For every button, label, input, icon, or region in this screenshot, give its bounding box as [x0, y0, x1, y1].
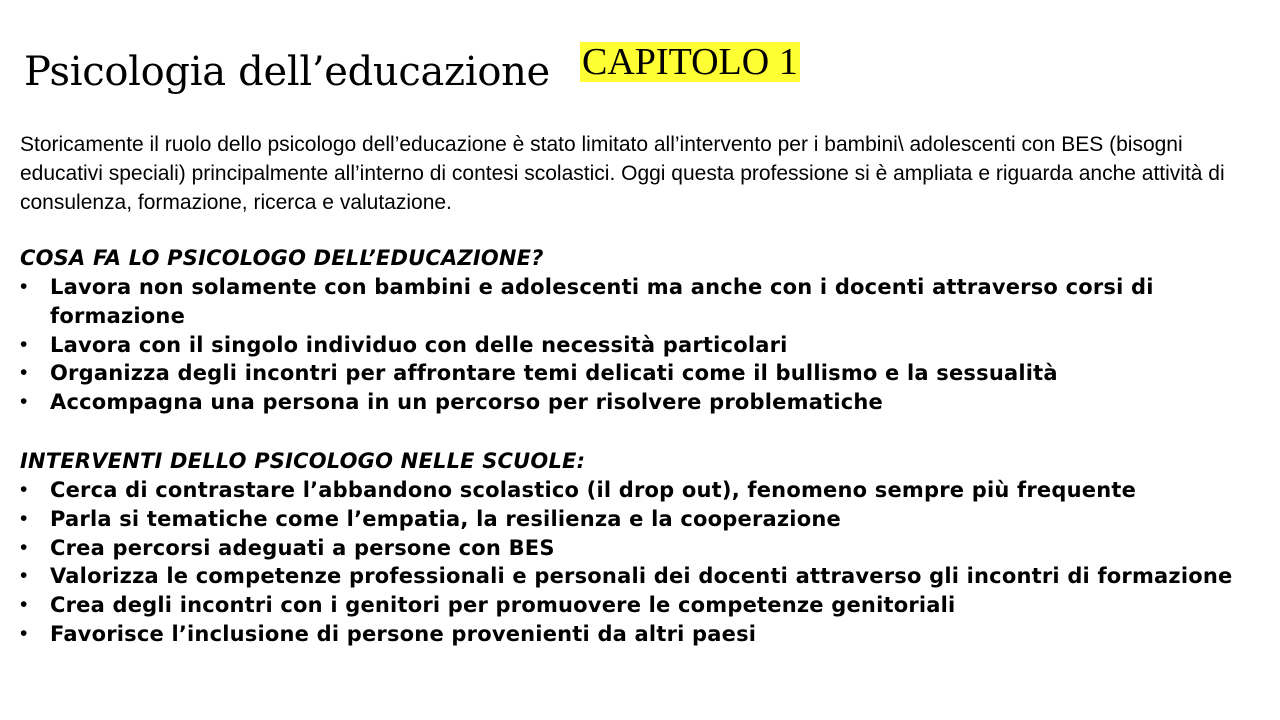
list-item-text: Lavora non solamente con bambini e adolescenti ma anche con i docenti attraverso corsi di formazione — [50, 275, 1154, 328]
bullet-icon: • — [20, 275, 28, 298]
list-item-text: Lavora con il singolo individuo con delle necessità particolari — [50, 332, 788, 357]
bullet-icon: • — [20, 390, 28, 414]
list-item-text: Cerca di contrastare l’abbandono scolastico (il drop out), fenomeno sempre più frequente — [50, 478, 1137, 502]
section-heading: COSA FA LO PSICOLOGO DELL’EDUCAZIONE? — [20, 246, 544, 270]
list-item — [20, 505, 1265, 534]
list-item-text: Accompagna una persona in un percorso per risolvere problematiche — [50, 390, 883, 415]
list-item — [20, 476, 1265, 505]
list-item-text: Organizza degli incontri per affrontare temi delicati come il bullismo e la sessualità — [50, 361, 1058, 386]
list-item — [20, 591, 1265, 620]
list-item-text: Valorizza le competenze professionali e personali dei docenti attraverso gli incontri di formazione — [50, 564, 1233, 589]
bullet-list — [20, 273, 1265, 417]
bullet-icon: • — [20, 535, 28, 559]
list-item — [20, 331, 1265, 360]
section-heading: INTERVENTI DELLO PSICOLOGO NELLE SCUOLE: — [20, 449, 586, 473]
list-item — [20, 620, 1265, 649]
bullet-icon: • — [20, 621, 28, 645]
list-item — [20, 273, 1265, 331]
section-school-interventions — [20, 447, 1265, 649]
list-item — [20, 359, 1265, 388]
list-item — [20, 388, 1265, 417]
list-item — [20, 562, 1265, 591]
chapter-label: CAPITOLO 1 — [582, 41, 798, 83]
list-item-text: Favorisce l’inclusione di persone provenienti da altri paesi — [50, 621, 757, 646]
bullet-icon: • — [20, 478, 28, 501]
list-item-text: Crea percorsi adeguati a persone con BES — [50, 535, 555, 560]
intro-paragraph: Storicamente il ruolo dello psicologo dell’educazione è stato limitato all’intervento per i bambini\ adolescenti con BES (bisogni educativi speciali) principalmente all’interno di contesi scolastici. Oggi questa professione si è ampliata e riguarda anche attività di consulenza, formazione, ricerca e valutazione. — [20, 133, 1225, 214]
list-item-text: Crea degli incontri con i genitori per promuovere le competenze genitoriali — [50, 593, 956, 618]
section-what-psychologist-does — [20, 244, 1265, 417]
list-item — [20, 534, 1265, 563]
list-item-text: Parla si tematiche come l’empatia, la resilienza e la cooperazione — [50, 506, 841, 531]
bullet-icon: • — [20, 564, 28, 588]
bullet-icon: • — [20, 593, 28, 617]
page-title: Psicologia dell’educazione — [24, 49, 550, 95]
bullet-icon: • — [20, 332, 28, 356]
bullet-list — [20, 476, 1265, 649]
bullet-icon: • — [20, 361, 28, 385]
bullet-icon: • — [20, 506, 28, 530]
